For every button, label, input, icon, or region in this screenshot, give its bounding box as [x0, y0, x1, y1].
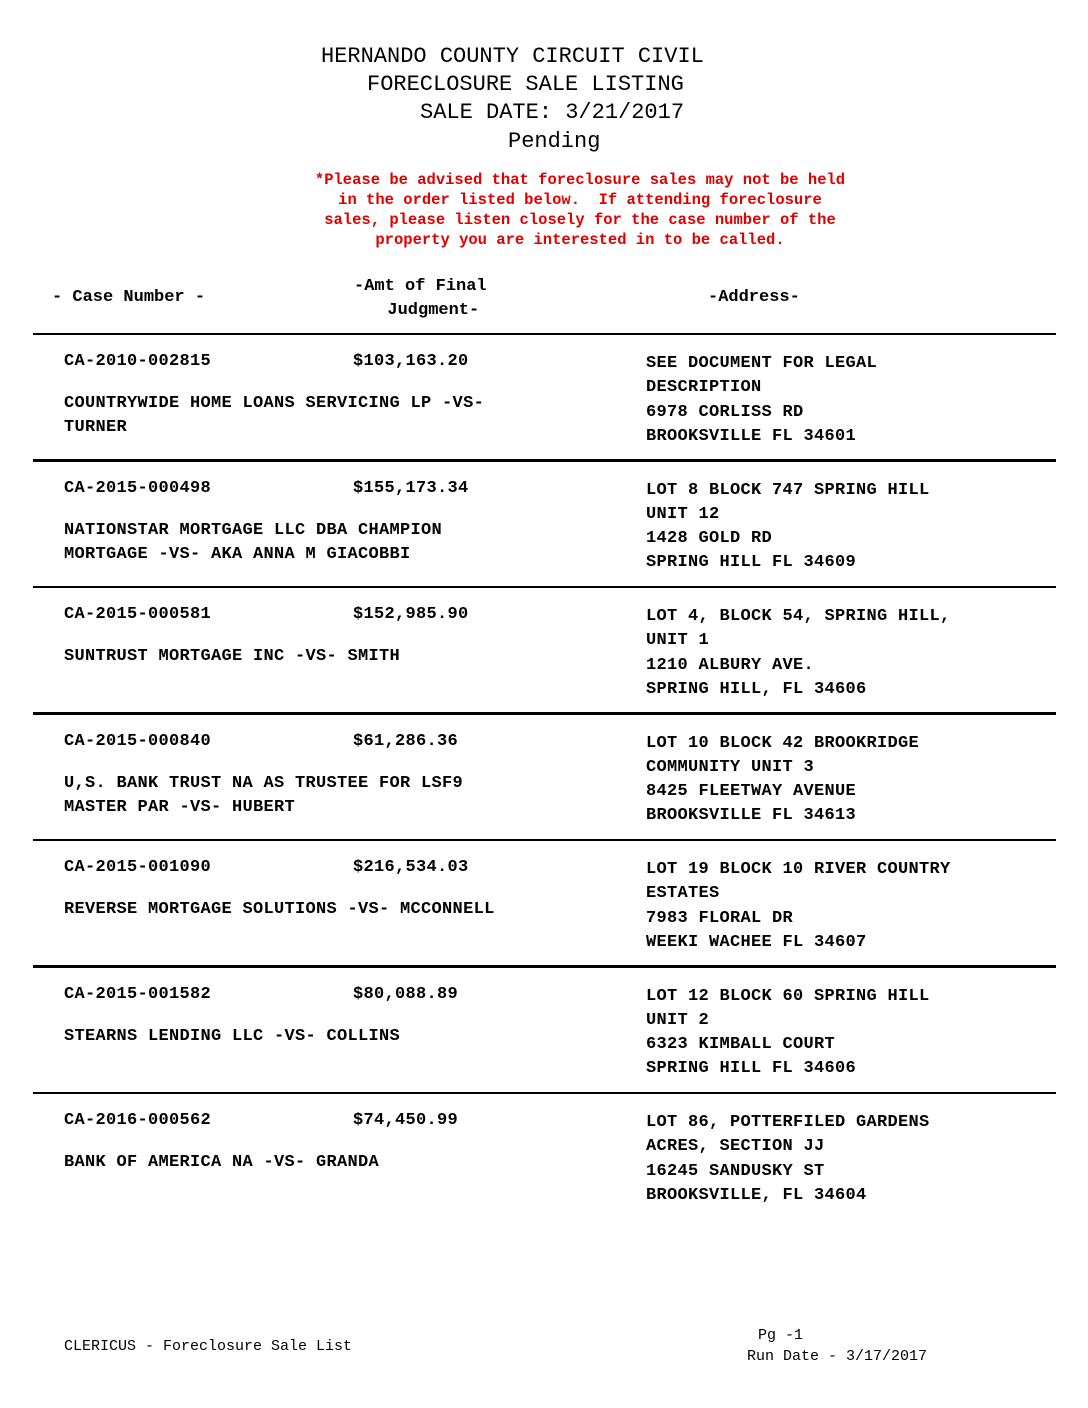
- case-parties-line: BANK OF AMERICA NA -VS- GRANDA: [64, 1153, 380, 1172]
- advisory-notice: [0, 170, 1088, 250]
- address-line: 6323 KIMBALL COURT: [646, 1035, 836, 1055]
- address-line: ACRES, SECTION JJ: [646, 1137, 825, 1157]
- address-line: 7983 FLORAL DR: [646, 908, 794, 928]
- address-line: DESCRIPTION: [646, 378, 762, 398]
- address-line: 6978 CORLISS RD: [646, 402, 804, 422]
- address-line: LOT 19 BLOCK 10 RIVER COUNTRY: [646, 860, 951, 879]
- case-number: CA-2015-000498: [64, 478, 212, 498]
- case-parties-line: U,S. BANK TRUST NA AS TRUSTEE FOR LSF9: [64, 773, 464, 793]
- case-number: CA-2016-000562: [64, 1111, 212, 1130]
- column-header-address: -Address-: [708, 288, 800, 307]
- address-line: LOT 86, POTTERFILED GARDENS: [646, 1113, 930, 1132]
- judgment-amount: $61,286.36: [353, 731, 459, 751]
- notice-line: in the order listed below. If attending foreclosure: [338, 191, 822, 209]
- notice-line: sales, please listen closely for the case number of the: [324, 211, 836, 229]
- case-parties-line: SUNTRUST MORTGAGE INC -VS- SMITH: [64, 647, 401, 666]
- row-divider: [33, 965, 1056, 968]
- address-line: SPRING HILL FL 34606: [646, 1059, 857, 1079]
- header-divider: [33, 333, 1056, 335]
- address-line: LOT 4, BLOCK 54, SPRING HILL,: [646, 607, 951, 626]
- address-line: LOT 12 BLOCK 60 SPRING HILL: [646, 986, 930, 1006]
- address-line: BROOKSVILLE FL 34601: [646, 426, 857, 446]
- address-line: SPRING HILL, FL 34606: [646, 679, 867, 699]
- case-number: CA-2015-000840: [64, 731, 212, 751]
- judgment-amount: $216,534.03: [353, 858, 469, 877]
- judgment-amount: $152,985.90: [353, 605, 469, 624]
- judgment-amount: $80,088.89: [353, 984, 459, 1004]
- judgment-amount: $74,450.99: [353, 1111, 459, 1130]
- case-parties-line: STEARNS LENDING LLC -VS- COLLINS: [64, 1026, 401, 1046]
- case-parties-line: REVERSE MORTGAGE SOLUTIONS -VS- MCCONNELL: [64, 900, 495, 919]
- notice-line: property you are interested in to be called.: [375, 231, 785, 249]
- footer-page-number: Pg -1: [758, 1327, 804, 1344]
- address-line: SPRING HILL FL 34609: [646, 553, 857, 573]
- row-divider: [33, 712, 1056, 715]
- address-line: UNIT 1: [646, 631, 710, 651]
- case-parties-line: MORTGAGE -VS- AKA ANNA M GIACOBBI: [64, 544, 411, 564]
- row-divider: [33, 1092, 1056, 1094]
- address-line: LOT 8 BLOCK 747 SPRING HILL: [646, 480, 930, 500]
- case-parties-line: NATIONSTAR MORTGAGE LLC DBA CHAMPION: [64, 520, 443, 540]
- case-number: CA-2010-002815: [64, 352, 212, 371]
- row-divider: [33, 459, 1056, 462]
- judgment-amount: $103,163.20: [353, 352, 469, 371]
- address-line: BROOKSVILLE FL 34613: [646, 806, 857, 826]
- column-header-case-number: - Case Number -: [52, 288, 206, 307]
- address-line: 8425 FLEETWAY AVENUE: [646, 782, 857, 802]
- address-line: WEEKI WACHEE FL 34607: [646, 932, 867, 952]
- status-label: Pending: [508, 129, 601, 154]
- case-parties-line: TURNER: [64, 418, 128, 438]
- case-parties-line: COUNTRYWIDE HOME LOANS SERVICING LP -VS-: [64, 394, 485, 413]
- address-line: ESTATES: [646, 884, 720, 904]
- report-title: HERNANDO COUNTY CIRCUIT CIVIL: [321, 44, 704, 69]
- address-line: COMMUNITY UNIT 3: [646, 757, 815, 777]
- address-line: LOT 10 BLOCK 42 BROOKRIDGE: [646, 733, 920, 753]
- report-subtitle: FORECLOSURE SALE LISTING: [367, 72, 684, 97]
- case-parties-line: MASTER PAR -VS- HUBERT: [64, 797, 296, 817]
- case-number: CA-2015-000581: [64, 605, 212, 624]
- address-line: UNIT 2: [646, 1010, 710, 1030]
- footer-system-name: CLERICUS - Foreclosure Sale List: [64, 1338, 353, 1355]
- address-line: BROOKSVILLE, FL 34604: [646, 1185, 867, 1205]
- notice-line: *Please be advised that foreclosure sales may not be held: [314, 171, 846, 189]
- address-line: UNIT 12: [646, 504, 720, 524]
- column-header-amount: [354, 275, 487, 323]
- row-divider: [33, 839, 1056, 841]
- sale-date: SALE DATE: 3/21/2017: [420, 100, 685, 125]
- case-number: CA-2015-001090: [64, 858, 212, 877]
- column-header-amount-line1: -Amt of Final: [354, 277, 487, 296]
- case-number: CA-2015-001582: [64, 984, 212, 1004]
- address-line: SEE DOCUMENT FOR LEGAL: [646, 354, 878, 373]
- row-divider: [33, 586, 1056, 588]
- footer-run-date: Run Date - 3/17/2017: [747, 1348, 928, 1365]
- address-line: 1210 ALBURY AVE.: [646, 655, 815, 675]
- judgment-amount: $155,173.34: [353, 478, 469, 498]
- address-line: 1428 GOLD RD: [646, 529, 773, 549]
- column-header-amount-line2: Judgment-: [387, 301, 480, 320]
- address-line: 16245 SANDUSKY ST: [646, 1161, 825, 1181]
